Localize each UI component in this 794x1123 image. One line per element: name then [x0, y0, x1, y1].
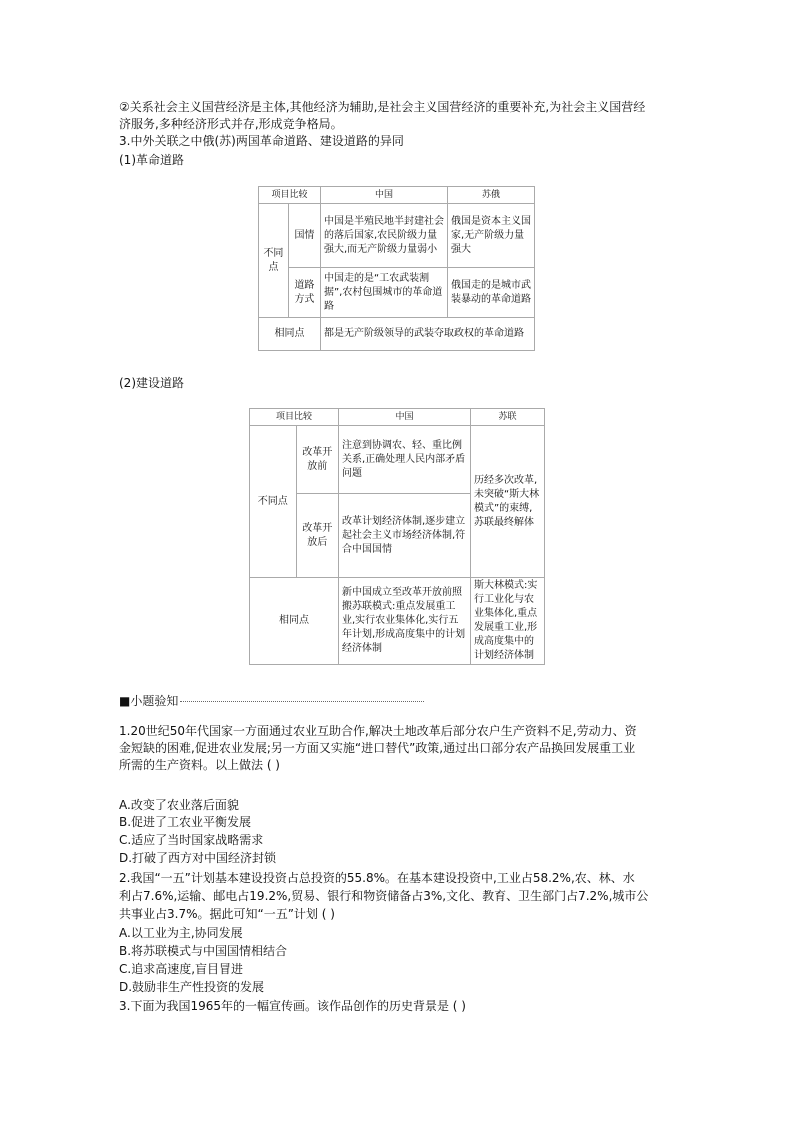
paragraph-line: 济服务,多种经济形式并存,形成竞争格局。 [119, 117, 343, 131]
table-header: 苏俄 [448, 187, 535, 204]
table-header: 中国 [321, 187, 448, 204]
table-header: 项目比较 [259, 187, 321, 204]
question-stem: 1.20世纪50年代国家一方面通过农业互助合作,解决土地改革后部分农户生产资料不足,劳动力、资 [119, 724, 637, 738]
row-label: 不同点 [250, 426, 297, 578]
row-label: 道路方式 [288, 268, 320, 318]
table-cell: 中国是半殖民地半封建社会的落后国家,农民阶级力量强大,而无产阶级力量弱小 [321, 204, 448, 268]
subheading-construction: (2)建设道路 [119, 376, 184, 390]
option-b[interactable]: B.将苏联模式与中国国情相结合 [119, 944, 288, 958]
table-cell: 都是无产阶级领导的武装夺取政权的革命道路 [321, 318, 535, 351]
question-stem: 3.下面为我国1965年的一幅宣传画。该作品创作的历史背景是 ( ) [119, 999, 466, 1013]
table-header: 苏联 [471, 409, 545, 426]
row-label: 改革开放前 [296, 426, 338, 494]
question-stem: 所需的生产资料。以上做法 ( ) [119, 758, 280, 772]
quiz-section-title [119, 692, 424, 709]
table-cell: 俄国是资本主义国家,无产阶级力量强大 [448, 204, 535, 268]
question-stem: 2.我国“一五”计划基本建设投资占总投资的55.8%。在基本建设投资中,工业占58.2%,农、林、水 [119, 871, 635, 885]
option-d[interactable]: D.打破了西方对中国经济封锁 [119, 851, 277, 865]
table-cell: 中国走的是“工农武装割据”,农村包围城市的革命道路 [321, 268, 448, 318]
section-heading: 3.中外关联之中俄(苏)两国革命道路、建设道路的异同 [119, 134, 404, 148]
table-cell: 注意到协调农、轻、重比例关系,正确处理人民内部矛盾问题 [339, 426, 471, 494]
table-cell: 斯大林模式:实行工业化与农业集体化,重点发展重工业,形成高度集中的计划经济体制 [471, 578, 545, 665]
question-stem: 共事业占3.7%。据此可知“一五”计划 ( ) [119, 907, 335, 921]
row-label: 相同点 [259, 318, 321, 351]
table-header: 项目比较 [250, 409, 339, 426]
table-cell: 俄国走的是城市武装暴动的革命道路 [448, 268, 535, 318]
option-c[interactable]: C.适应了当时国家战略需求 [119, 833, 264, 847]
paragraph-line: ②关系社会主义国营经济是主体,其他经济为辅助,是社会主义国营经济的重要补充,为社会主义国营经 [119, 100, 646, 114]
option-a[interactable]: A.以工业为主,协同发展 [119, 926, 243, 940]
row-label: 不同点 [259, 204, 289, 318]
option-c[interactable]: C.追求高速度,盲目冒进 [119, 962, 244, 976]
revolution-road-table [258, 186, 535, 351]
question-stem: 金短缺的困难,促进农业发展;另一方面又实施“进口替代”政策,通过出口部分农产品换回发展重工业 [119, 741, 636, 755]
table-cell: 历经多次改革,未突破“斯大林模式”的束缚,苏联最终解体 [471, 426, 545, 578]
section-title-text: ■小题验知 [119, 694, 179, 708]
table-header: 中国 [339, 409, 471, 426]
table-cell: 改革计划经济体制,逐步建立起社会主义市场经济体制,符合中国国情 [339, 494, 471, 578]
question-stem: 利占7.6%,运输、邮电占19.2%,贸易、银行和物资储备占3%,文化、教育、卫生部门占7.2%,城市公 [119, 889, 649, 903]
option-b[interactable]: B.促进了工农业平衡发展 [119, 815, 252, 829]
subheading-revolution: (1)革命道路 [119, 153, 184, 167]
row-label: 国情 [288, 204, 320, 268]
dotted-leader [180, 701, 424, 702]
option-a[interactable]: A.改变了农业落后面貌 [119, 798, 239, 812]
table-cell: 新中国成立至改革开放前照搬苏联模式:重点发展重工业,实行农业集体化,实行五年计划,形成高度集中的计划经济体制 [339, 578, 471, 665]
row-label: 改革开放后 [296, 494, 338, 578]
row-label: 相同点 [250, 578, 339, 665]
option-d[interactable]: D.鼓励非生产性投资的发展 [119, 980, 265, 994]
construction-road-table [249, 408, 545, 665]
